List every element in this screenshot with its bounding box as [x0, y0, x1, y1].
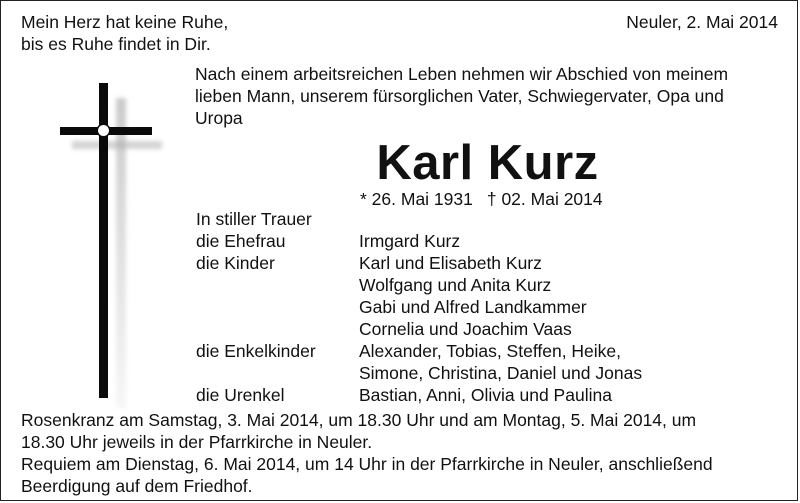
birth-date: * 26. Mai 1931 — [360, 189, 473, 209]
deceased-name: Karl Kurz — [376, 136, 599, 190]
death-date: † 02. Mai 2014 — [486, 189, 603, 209]
relative-names — [359, 230, 460, 252]
intro-line: lieben Mann, unserem fürsorglichen Vater, Schwiegervater, Opa und — [195, 86, 724, 106]
service-line: 18.30 Uhr jeweils in der Pfarrkirche in Neuler. — [21, 432, 373, 452]
mourning-phrase: In stiller Trauer — [196, 209, 312, 229]
motto — [21, 11, 228, 55]
relative-names — [359, 340, 642, 384]
relative-label: die Urenkel — [196, 385, 285, 405]
service-line: Rosenkranz am Samstag, 3. Mai 2014, um 18.30 Uhr und am Montag, 5. Mai 2014, um — [21, 410, 697, 430]
relative-name-line: Gabi und Alfred Landkammer — [359, 297, 587, 317]
service-line: Beerdigung auf dem Friedhof. — [21, 476, 253, 496]
relative-names — [359, 384, 612, 406]
intro-line: Uropa — [195, 108, 243, 128]
relative-name-line: Simone, Christina, Daniel und Jonas — [359, 363, 643, 383]
relative-name-line: Alexander, Tobias, Steffen, Heike, — [359, 341, 622, 361]
relative-name-line: Cornelia und Joachim Vaas — [359, 319, 572, 339]
relative-names — [359, 252, 587, 340]
relative-name-line: Karl und Elisabeth Kurz — [359, 253, 542, 273]
relative-label: die Kinder — [196, 253, 275, 273]
relative-label: die Enkelkinder — [196, 341, 316, 361]
service-details — [21, 409, 713, 497]
relative-name-line: Irmgard Kurz — [359, 231, 461, 251]
place-date: Neuler, 2. Mai 2014 — [626, 12, 778, 32]
relative-name-line: Wolfgang und Anita Kurz — [359, 275, 552, 295]
intro-line: Nach einem arbeitsreichen Leben nehmen wir Abschied von meinem — [195, 64, 729, 84]
motto-line: Mein Herz hat keine Ruhe, — [21, 12, 229, 32]
relative-label: die Ehefrau — [196, 231, 286, 251]
relative-name-line: Bastian, Anni, Olivia und Paulina — [359, 385, 612, 405]
intro-text — [195, 63, 728, 129]
service-line: Requiem am Dienstag, 6. Mai 2014, um 14 Uhr in der Pfarrkirche in Neuler, anschließend — [21, 454, 713, 474]
life-dates — [360, 188, 603, 210]
motto-line: bis es Ruhe findet in Dir. — [21, 34, 211, 54]
